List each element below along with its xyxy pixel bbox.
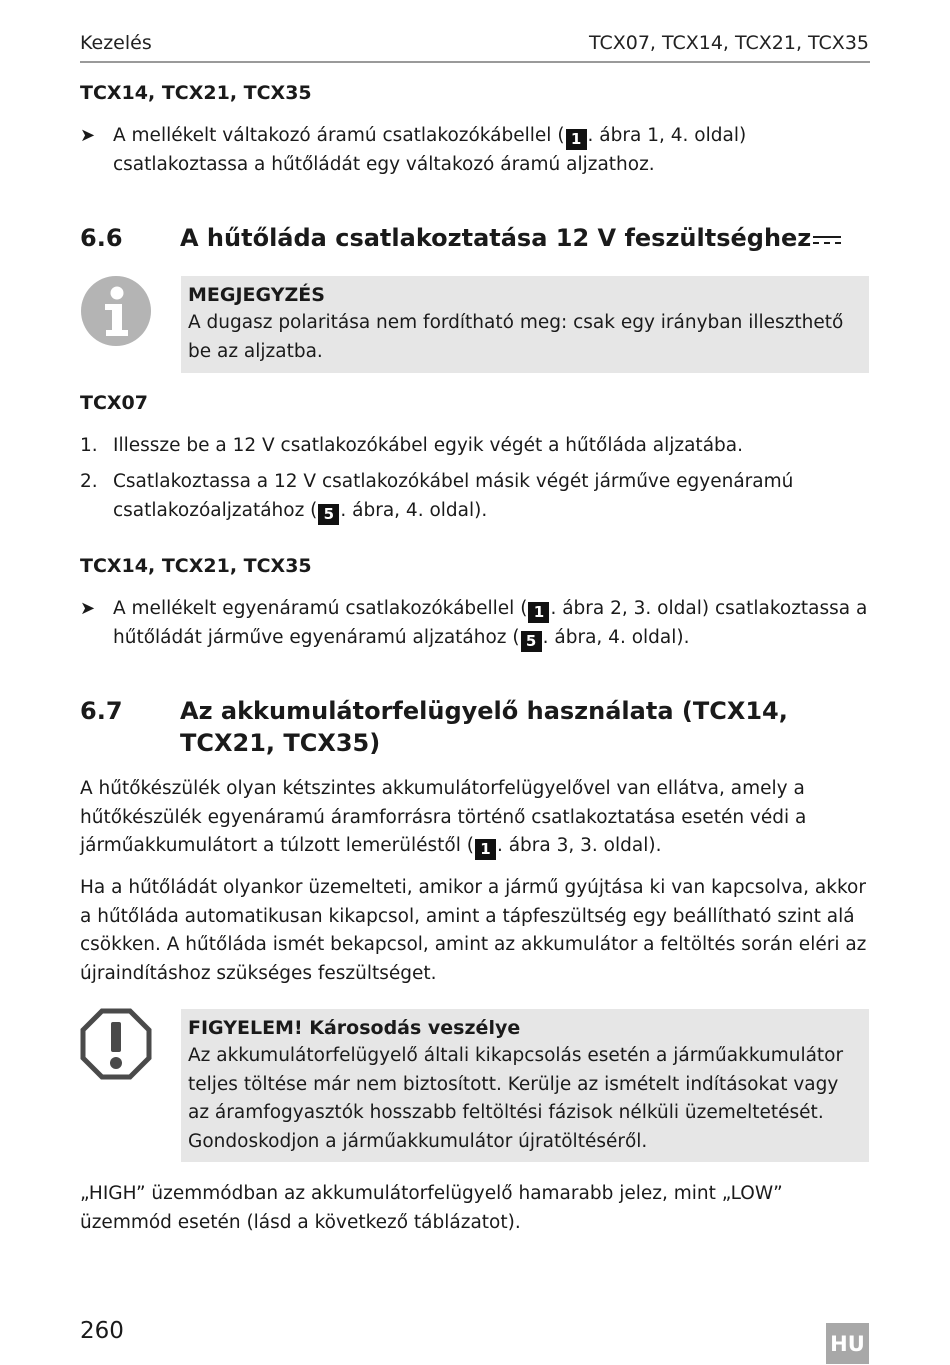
warning-box: [181, 1009, 869, 1162]
figure-ref-badge: 1: [566, 129, 587, 150]
note-text: A dugasz polaritása nem fordítható meg: csak egy irányban illeszthető be az aljzatba.: [188, 312, 844, 362]
dc-symbol-icon: [812, 232, 842, 246]
info-icon: [80, 275, 152, 347]
page-number: 260: [80, 1318, 124, 1344]
step-number: 1.: [80, 435, 98, 456]
step-item-1: [80, 432, 870, 461]
language-tab: HU: [826, 1323, 869, 1364]
step-number: 2.: [80, 471, 98, 492]
subheading-tcx14-ac: TCX14, TCX21, TCX35: [80, 82, 312, 104]
header-divider: [80, 61, 870, 63]
subheading-tcx07: TCX07: [80, 392, 148, 414]
warning-icon: [80, 1008, 152, 1080]
figure-ref-badge: 5: [521, 631, 542, 652]
subheading-tcx14-dc: TCX14, TCX21, TCX35: [80, 555, 312, 577]
bullet-ac-connection: [80, 122, 870, 179]
bullet-dc-connection: [80, 595, 870, 652]
step-item-2: [80, 468, 870, 525]
bullet-text: A mellékelt váltakozó áramú csatlakozókábellel ( 1 . ábra 1, 4. oldal) csatlakoztassa a hűtőládát egy váltakozó áramú aljzathoz.: [113, 125, 747, 175]
running-header-section: Kezelés: [80, 32, 152, 54]
section-number: 6.6: [80, 224, 123, 252]
section-number: 6.7: [80, 697, 123, 725]
warning-text: Az akkumulátorfelügyelő általi kikapcsolás esetén a járműakkumulátor teljes töltése már nem biztosított. Kerülje az ismételt indításokat vagy az áramfogyasztók hosszabb feltöltési fázisok nélküli üzemeltetését. Gondoskodjon a járműakkumulátor újratöltéséről.: [188, 1045, 844, 1152]
figure-ref-badge: 5: [318, 504, 339, 525]
figure-ref-badge: 1: [528, 602, 549, 623]
section-heading-6-6: [80, 222, 870, 254]
figure-ref-badge: 1: [475, 839, 496, 860]
section-title: Az akkumulátorfelügyelő használata (TCX14, TCX21, TCX35): [180, 697, 788, 757]
paragraph-battery-monitor: A hűtőkészülék olyan kétszintes akkumulátorfelügyelővel van ellátva, amely a hűtőkészülék egyenáramú áramforrásra történő csatlakoztatása esetén védi a járműakkumulátort a túlzott lemerüléstől ( 1 . ábra 3, 3. oldal).: [80, 778, 807, 858]
warning-title: FIGYELEM! Károsodás veszélye: [188, 1017, 521, 1039]
section-title: A hűtőláda csatlakoztatása 12 V feszültséghez: [180, 224, 812, 252]
bullet-arrow-icon: ➤: [80, 125, 96, 146]
note-title: MEGJEGYZÉS: [188, 284, 325, 306]
running-header-models: TCX07, TCX14, TCX21, TCX35: [588, 32, 869, 54]
bullet-text: A mellékelt egyenáramú csatlakozókábellel ( 1 . ábra 2, 3. oldal) csatlakoztassa a hűtőládát járműve egyenáramú aljzatához ( 5 . ábra, 4. oldal).: [113, 598, 868, 650]
paragraph-high-low-mode: „HIGH” üzemmódban az akkumulátorfelügyelő hamarabb jelez, mint „LOW” üzemmód esetén (lásd a következő táblázatot).: [80, 1183, 783, 1233]
paragraph-auto-shutoff: Ha a hűtőládát olyankor üzemelteti, amikor a jármű gyújtása ki van kapcsolva, akkor a hűtőláda automatikusan kikapcsol, amint a tápfeszültség egy beállítható szint alá csökken. A hűtőláda ismét bekapcsol, amint az akkumulátor a feltöltés során eléri az újraindításhoz szükséges feszültséget.: [80, 877, 867, 984]
note-box: [181, 276, 869, 373]
section-heading-6-7: [80, 695, 870, 759]
step-text: Illessze be a 12 V csatlakozókábel egyik végét a hűtőláda aljzatába.: [113, 435, 743, 456]
step-text: Csatlakoztassa a 12 V csatlakozókábel másik végét járműve egyenáramú csatlakozóaljzatához ( 5 . ábra, 4. oldal).: [113, 471, 794, 523]
bullet-arrow-icon: ➤: [80, 598, 96, 619]
